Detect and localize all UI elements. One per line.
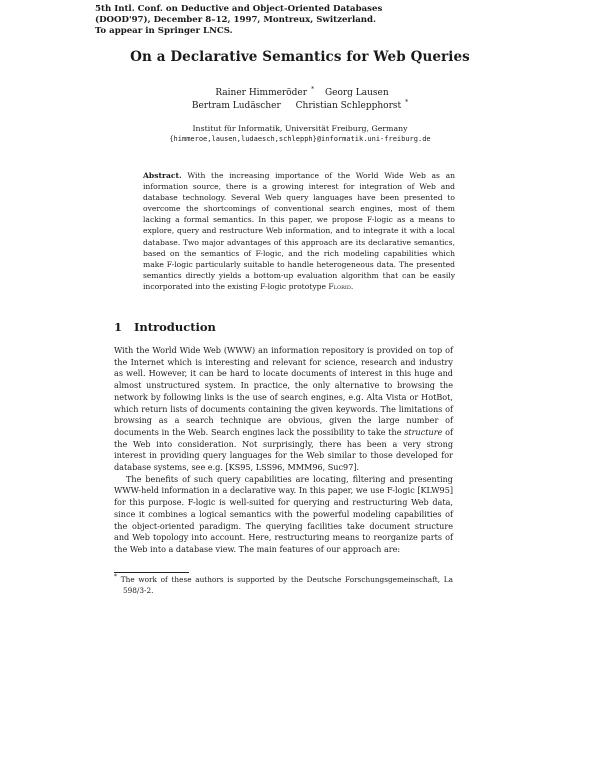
header-line-3: To appear in Springer LNCS. (95, 26, 233, 36)
author-name: Georg Lausen (324, 88, 389, 98)
footnote-text: The work of these authors is supported by the Deutsche Forschungsgemeinschaft, La 598/3-2. (120, 575, 453, 595)
footnote (114, 575, 453, 596)
footnote-mark: * (114, 573, 117, 581)
abstract-text: With the increasing importance of the World Wide Web as an information source, there is a growing interest for integration of Web and database technology. Several Web query languages have been presented to overcome the shortcomings of conventional search engines, most of them lacking a formal semantics. In this paper, we propose F-logic as a means to explore, query and restructure Web information, and to integrate it with a local database. Two major advantages of this approach are its declarative semantics, based on the semantics of F-logic, and the rich modeling capabilities which make F-logic particularly suitable to handle heterogeneous data. The presented semantics directly yields a bottom-up evaluation algorithm that can be easily incorporated into the existing F-logic prototype (143, 171, 455, 291)
section-number: 1 (114, 320, 123, 334)
header-line-1: 5th Intl. Conf. on Deductive and Object-Oriented Databases (95, 4, 383, 14)
author-name: Bertram Ludäscher (191, 101, 281, 111)
author-name: Christian Schlepphorst * (295, 99, 409, 111)
paper-title: On a Declarative Semantics for Web Queries (130, 49, 470, 65)
author-emails: {himmeroe,lausen,ludaesch,schlepph}@informatik.uni-freiburg.de (169, 135, 431, 143)
section-heading (114, 320, 216, 334)
affiliation (0, 123, 600, 145)
author-list (0, 87, 600, 113)
system-name: Florid (328, 281, 351, 291)
section-title: Introduction (134, 320, 216, 334)
conference-header (95, 4, 455, 37)
header-line-2: (DOOD'97), December 8–12, 1997, Montreux, Switzerland. (95, 15, 377, 25)
author-row-1 (0, 87, 600, 100)
footnote-rule (114, 572, 189, 573)
abstract-label: Abstract. (143, 171, 182, 180)
paragraph: With the World Wide Web (WWW) an information repository is provided on top of the Internet which is interesting and relevant for science, research and industry as well. However, it can be hard to locate documents of interest in this huge and almost unstructured system. In practice, the only alternative to browsing the network by following links is the use of search engines, e.g. Alta Vista or HotBot, which return lists of documents containing the given keywords. The limitations of browsing as a search technique are obvious, given the large number of documents in the Web. Search engines lack the possibility to take the structure of the Web into consideration. Not surprisingly, there has been a very strong interest in providing query languages for the Web similar to those developed for database systems, see e.g. [KS95, LSS96, MMM96, Suc97]. (114, 345, 453, 473)
emphasis: structure (404, 426, 443, 437)
institution-name: Institut für Informatik, Universität Freiburg, Germany (192, 124, 408, 133)
abstract: Abstract. With the increasing importance of the World Wide Web as an information source, there is a growing interest for integration of Web and database technology. Several Web query languages have been presented to overcome the shortcomings of conventional search engines, most of them lacking a formal semantics. In this paper, we propose F-logic as a means to explore, query and restructure Web information, and to integrate it with a local database. Two major advantages of this approach are its declarative semantics, based on the semantics of F-logic, and the rich modeling capabilities which make F-logic particularly suitable to handle heterogeneous data. The presented semantics directly yields a bottom-up evaluation algorithm that can be easily incorporated into the existing F-logic prototype Florid. (143, 171, 455, 291)
body-text (114, 345, 453, 556)
paragraph: The benefits of such query capabilities are locating, filtering and presenting WWW-held information in a declarative way. In this paper, we use F-logic [KLW95] for this purpose. F-logic is well-suited for querying and restructuring Web data, since it combines a logical semantics with the powerful modeling capabilities of the object-oriented paradigm. The querying facilities take document structure and Web topology into account. Here, restructuring means to reorganize parts of the Web into a database view. The main features of our approach are: (114, 473, 453, 554)
author-name: Rainer Himmeröder * (215, 86, 315, 98)
author-row-2 (0, 100, 600, 113)
